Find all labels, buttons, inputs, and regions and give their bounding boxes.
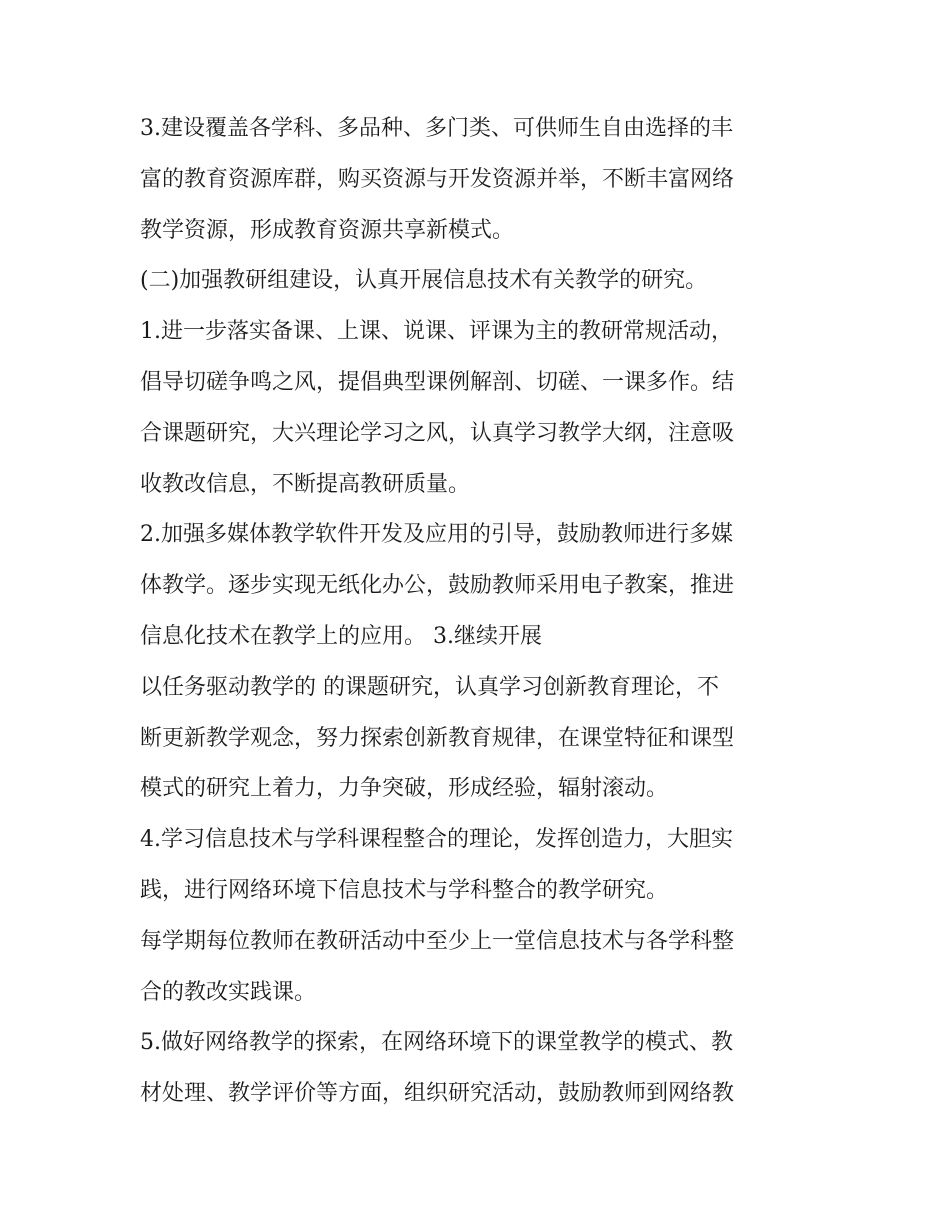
text-line: 以任务驱动教学的 的课题研究，认真学习创新教育理论，不: [140, 674, 719, 700]
text-line: 收教改信息，不断提高教研质量。: [140, 471, 471, 497]
text-line: 每学期每位教师在教研活动中至少上一堂信息技术与各学科整: [140, 928, 735, 954]
text-line: 断更新教学观念，努力探索创新教育规律，在课堂特征和课型: [140, 725, 735, 751]
section-heading: (二)加强教研组建设，认真开展信息技术有关教学的研究。: [140, 268, 708, 294]
text-line: 1.进一步落实备课、上课、说课、评课为主的教研常规活动，: [140, 319, 733, 345]
text-line: 倡导切磋争鸣之风，提倡典型课例解剖、切磋、一课多作。结: [140, 369, 735, 395]
text-line: 3.建设覆盖各学科、多品种、多门类、可供师生自由选择的丰: [140, 116, 733, 141]
text-line: 模式的研究上着力，力争突破，形成经验，辐射滚动。: [140, 776, 669, 802]
text-line: 富的教育资源库群，购买资源与开发资源并举，不断丰富网络: [140, 166, 735, 192]
text-line: 4.学习信息技术与学科课程整合的理论，发挥创造力，大胆实: [140, 827, 733, 853]
text-line: 信息化技术在教学上的应用。 3.继续开展: [140, 623, 542, 649]
text-line: 合课题研究，大兴理论学习之风，认真学习教学大纲，注意吸: [140, 420, 735, 446]
document-body: [140, 104, 820, 1120]
text-line: 材处理、教学评价等方面，组织研究活动，鼓励教师到网络教: [140, 1081, 735, 1107]
text-line: 2.加强多媒体教学软件开发及应用的引导，鼓励教师进行多媒: [140, 522, 733, 548]
text-line: 体教学。逐步实现无纸化办公，鼓励教师采用电子教案，推进: [140, 573, 735, 599]
text-line: 践，进行网络环境下信息技术与学科整合的教学研究。: [140, 877, 669, 903]
text-line: 合的教改实践课。: [140, 979, 317, 1005]
text-line: 教学资源，形成教育资源共享新模式。: [140, 217, 515, 243]
text-line: 5.做好网络教学的探索，在网络环境下的课堂教学的模式、教: [140, 1030, 733, 1056]
